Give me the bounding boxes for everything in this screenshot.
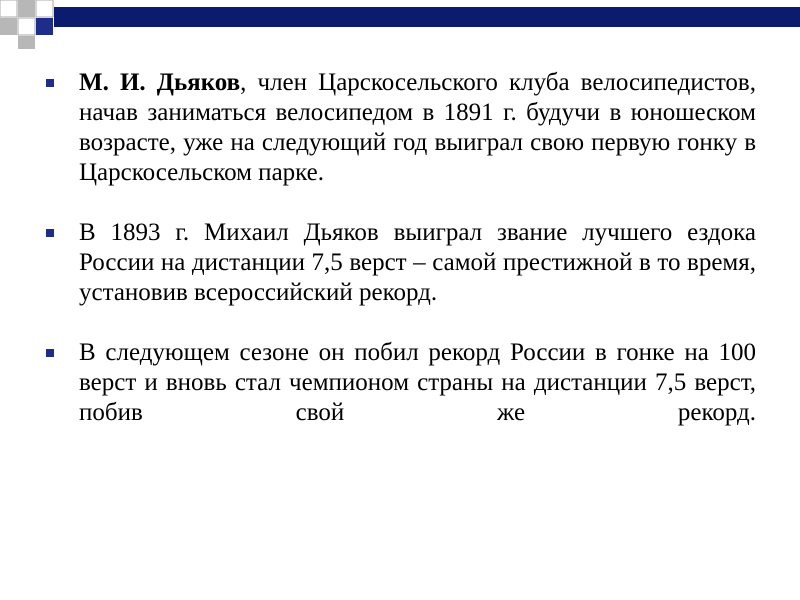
title-bar: [54, 7, 800, 27]
list-item: [44, 218, 756, 308]
square-bullet-icon: [46, 79, 54, 87]
person-name: М. И. Дьяков: [79, 69, 241, 96]
bullet-list: [44, 68, 756, 458]
paragraph-1: [79, 68, 756, 188]
paragraph-2: В 1893 г. Михаил Дьяков выиграл звание лучшего ездока России на дистанции 7,5 верст – самой престижной в то время, установив всероссийский рекорд.: [79, 219, 756, 306]
square-bullet-icon: [46, 349, 54, 357]
paragraph-3: В следующем сезоне он побил рекорд России в гонке на 100 верст и вновь стал чемпионом страны на дистанции 7,5 верст, побив свой же рекорд.: [79, 339, 756, 426]
square-bullet-icon: [46, 229, 54, 237]
paragraph-1-text: , член Царскосельского клуба велосипедистов, начав заниматься велосипедом в 1891 г. будучи в юношеском возрасте, уже на следующий год выиграл свою первую гонку в Царскосельском парке.: [79, 69, 756, 186]
list-item: [44, 68, 756, 188]
list-item: [44, 338, 756, 428]
